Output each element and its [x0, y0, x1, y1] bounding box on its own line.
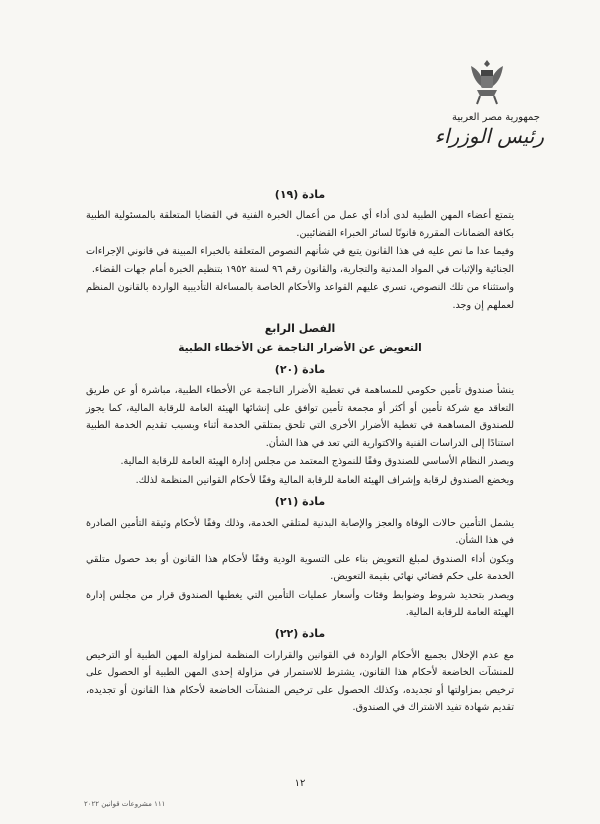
footer-note: ١١١ مشروعات قوانين ٢٠٢٢	[84, 800, 166, 808]
republic-header: جمهورية مصر العربية	[452, 112, 540, 123]
article-22-title: مادة (٢٢)	[274, 627, 326, 641]
prime-minister-header: رئيس الوزراء	[434, 124, 544, 148]
article-21-title: مادة (٢١)	[274, 495, 326, 509]
document-body	[86, 182, 514, 718]
article-20-paragraph-1: ينشأ صندوق تأمين حكومي للمساهمة في تغطية الأضرار الناجمة عن الأخطاء الطبية، مباشرة أو عن طريق التعاقد مع شركة تأمين أو أكثر أو مجمعة تأمين توافق على إنشائها الهيئة العامة للرقابة المالية، كما يجوز للصندوق المساهمة في تغطية الأضرار الأخرى التي تلحق بمتلقي الخدمة أثناء وبسبب تقديم الخدمة الطبية استنادًا إلى الدراسات الفنية والاكتوارية التي تعد في هذا الشأن.	[86, 385, 514, 449]
article-21-paragraph-3: ويصدر بتحديد شروط وضوابط وفئات وأسعار عمليات التأمين التي يغطيها الصندوق قرار من مجلس إدارة الهيئة العامة للرقابة المالية.	[86, 589, 514, 619]
article-21-paragraph-1: يشمل التأمين حالات الوفاة والعجز والإصابة البدنية لمتلقي الخدمة، وذلك وفقًا لأحكام وثيقة التأمين الصادرة في هذا الشأن.	[86, 517, 514, 547]
article-19-paragraph-1: يتمتع أعضاء المهن الطبية لدى أداء أي عمل من أعمال الخبرة الفنية في القضايا المتعلقة بالمسئولية الطبية بكافة الضمانات المقررة قانونًا لسائر الخبراء القضائيين.	[86, 210, 514, 239]
chapter-subtitle: التعويض عن الأضرار الناجمة عن الأخطاء الطبية	[178, 341, 422, 354]
article-20-paragraph-2: ويصدر النظام الأساسي للصندوق وفقًا للنموذج المعتمد من مجلس إدارة الهيئة العامة للرقابة المالية.	[120, 456, 514, 468]
article-22-paragraph-1: مع عدم الإخلال بجميع الأحكام الواردة في القوانين والقرارات المنظمة لمزاولة المهن الطبية أو الترخيص للمنشآت الخاضعة لأحكام هذا القانون، يشترط للاستمرار في مزاولة إحدى المهن الطبية أو الحصول على ترخيص بمزاولتها أو تجديده، وكذلك الحصول على ترخيص المنشآت الخاضعة لأحكام هذا القانون أو تجديده، تقديم شهادة تفيد الاشتراك في الصندوق.	[86, 649, 514, 714]
chapter-title: الفصل الرابع	[264, 322, 336, 336]
article-20-paragraph-3: ويخضع الصندوق لرقابة وإشراف الهيئة العامة للرقابة المالية وفقًا لأحكام القوانين المنظمة لذلك.	[135, 474, 514, 486]
article-19-paragraph-3: واستثناء من تلك النصوص، تسري عليهم القواعد والأحكام الخاصة بالمساءلة التأديبية الواردة بالقانون المنظم لعملهم إن وجد.	[86, 282, 514, 311]
article-19-title: مادة (١٩)	[274, 188, 326, 201]
article-20-title: مادة (٢٠)	[274, 363, 326, 377]
page-number: ١٢	[294, 778, 306, 789]
article-21-paragraph-2: ويكون أداء الصندوق لمبلغ التعويض بناء على التسوية الودية وفقًا لأحكام هذا القانون أو بعد حصول متلقي الخدمة على حكم قضائي نهائي بقيمة التعويض.	[86, 553, 514, 583]
article-19-paragraph-2: وفيما عدا ما نص عليه في هذا القانون يتبع في شأنهم النصوص المتعلقة بالخبراء المبينة في قانوني الإجراءات الجنائية والإثبات في المواد المدنية والتجارية، والقانون رقم ٩٦ لسنة ١٩٥٢ بتنظيم الخبرة أمام جهات القضاء.	[86, 246, 514, 275]
